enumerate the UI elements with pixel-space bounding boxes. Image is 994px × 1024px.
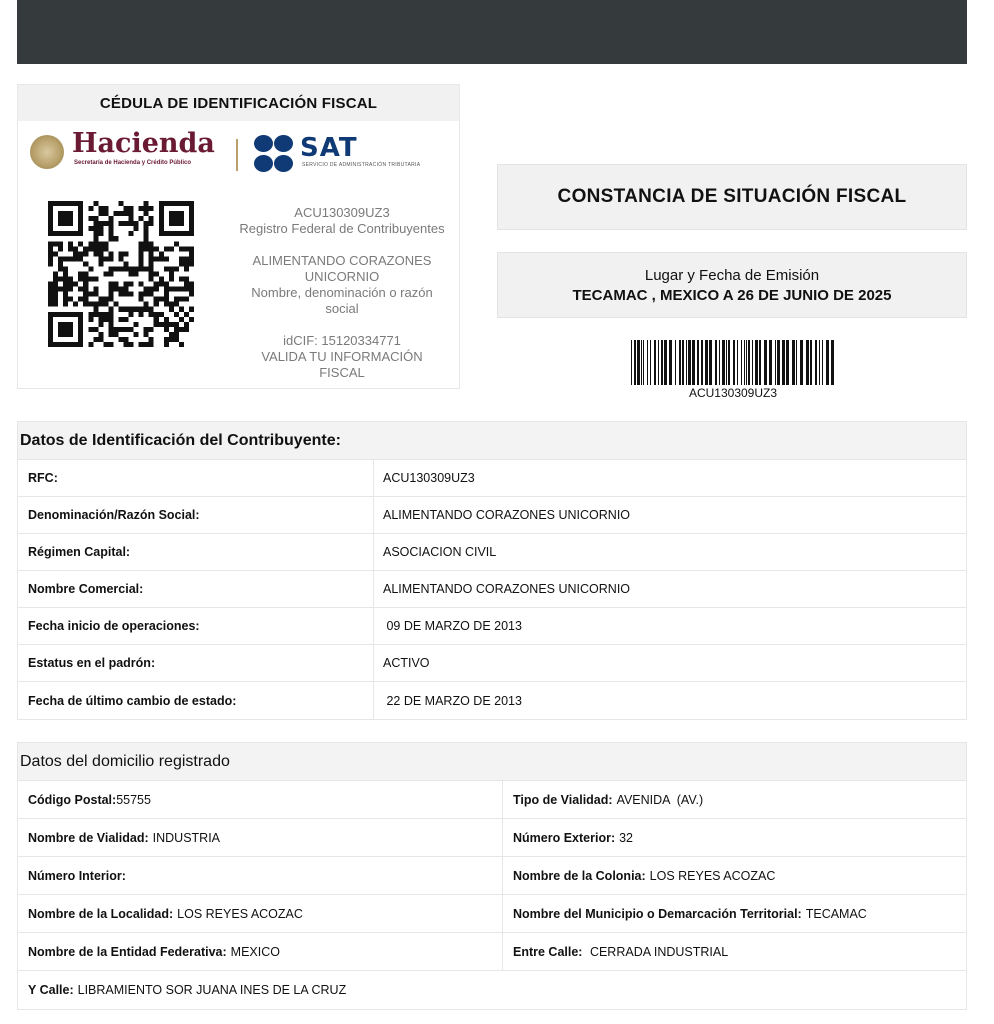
cedula-rfc-label: Registro Federal de Contribuyentes [239,221,445,236]
qr-code-icon [48,201,194,347]
row-label: Denominación/Razón Social: [18,497,374,533]
row-label: RFC: [18,460,374,496]
cell: Tipo de Vialidad: AVENIDA (AV.) [513,792,704,807]
cell: Nombre de la Entidad Federativa: MEXICO [18,933,503,970]
table-row [18,933,966,971]
table-row [18,682,966,719]
row-value: ACTIVO [383,656,430,670]
cell: Nombre de Vialidad: INDUSTRIA [18,819,503,856]
identificacion-section [17,421,967,720]
table-row [18,895,966,933]
logos-row [26,129,456,177]
cell: Número Exterior: 32 [513,830,634,845]
cedula-name-label-line2: social [325,301,359,316]
row-label: Estatus en el padrón: [18,645,374,681]
table-row [18,819,966,857]
cedula-name-line1: ALIMENTANDO CORAZONES [252,253,432,268]
top-header-bar [17,0,967,64]
cedula-valida-line1[interactable]: VALIDA TU INFORMACIÓN [261,349,423,364]
cell: Y Calle: LIBRAMIENTO SOR JUANA INES DE LA CRUZ [28,983,347,997]
emision-value: TECAMAC , MEXICO A 26 DE JUNIO DE 2025 [572,287,892,304]
sat-logo: SAT [300,133,358,163]
row-label: Fecha de último cambio de estado: [18,682,374,719]
table-row [18,460,966,497]
cell: Número Interior: [18,857,503,894]
cedula-rfc: ACU130309UZ3 [294,205,390,220]
identificacion-title: Datos de Identificación del Contribuyente: [18,422,966,460]
barcode-text: ACU130309UZ3 [688,386,778,400]
constancia-title: CONSTANCIA DE SITUACIÓN FISCAL [497,164,967,230]
cell: Nombre del Municipio o Demarcación Territorial: TECAMAC [513,906,867,921]
hacienda-subtitle: Secretaría de Hacienda y Crédito Público [74,160,192,166]
row-value: ASOCIACION CIVIL [383,545,497,559]
emision-box [497,252,967,318]
hacienda-logo: Hacienda [72,128,215,159]
barcode-icon [631,340,835,385]
mexico-seal-icon [30,135,64,169]
table-row [18,857,966,895]
table-row [18,571,966,608]
table-row [18,534,966,571]
sat-logo-icon [252,131,296,175]
row-value: 09 DE MARZO DE 2013 [383,619,522,633]
row-value: ALIMENTANDO CORAZONES UNICORNIO [383,508,631,522]
emision-label: Lugar y Fecha de Emisión [644,267,820,284]
table-row [18,608,966,645]
cedula-info [228,205,456,397]
row-label: Fecha inicio de operaciones: [18,608,374,644]
row-value: ALIMENTANDO CORAZONES UNICORNIO [383,582,631,596]
cell: Nombre de la Colonia: LOS REYES ACOZAC [513,868,776,883]
domicilio-title: Datos del domicilio registrado [18,743,966,781]
cedula-name-label-line1: Nombre, denominación o razón [251,285,433,300]
row-label: Nombre Comercial: [18,571,374,607]
cedula-idcif: idCIF: 15120334771 [283,333,401,348]
row-label: Régimen Capital: [18,534,374,570]
cedula-name-line2: UNICORNIO [304,269,380,284]
table-row [18,971,966,1009]
cell: Entre Calle: CERRADA INDUSTRIAL [513,944,729,959]
table-row [18,645,966,682]
sat-subtitle: SERVICIO DE ADMINISTRACIÓN TRIBUTARIA [302,162,421,168]
table-row [18,781,966,819]
domicilio-section [17,742,967,1010]
cedula-card [17,84,460,389]
cell: Código Postal: 55755 [18,781,503,818]
row-value: ACU130309UZ3 [383,471,475,485]
table-row [18,497,966,534]
cedula-title: CÉDULA DE IDENTIFICACIÓN FISCAL [18,85,459,121]
logo-divider [236,139,238,171]
cedula-valida-line2[interactable]: FISCAL [319,365,365,380]
cell: Nombre de la Localidad: LOS REYES ACOZAC [18,895,503,932]
row-value: 22 DE MARZO DE 2013 [383,693,522,708]
